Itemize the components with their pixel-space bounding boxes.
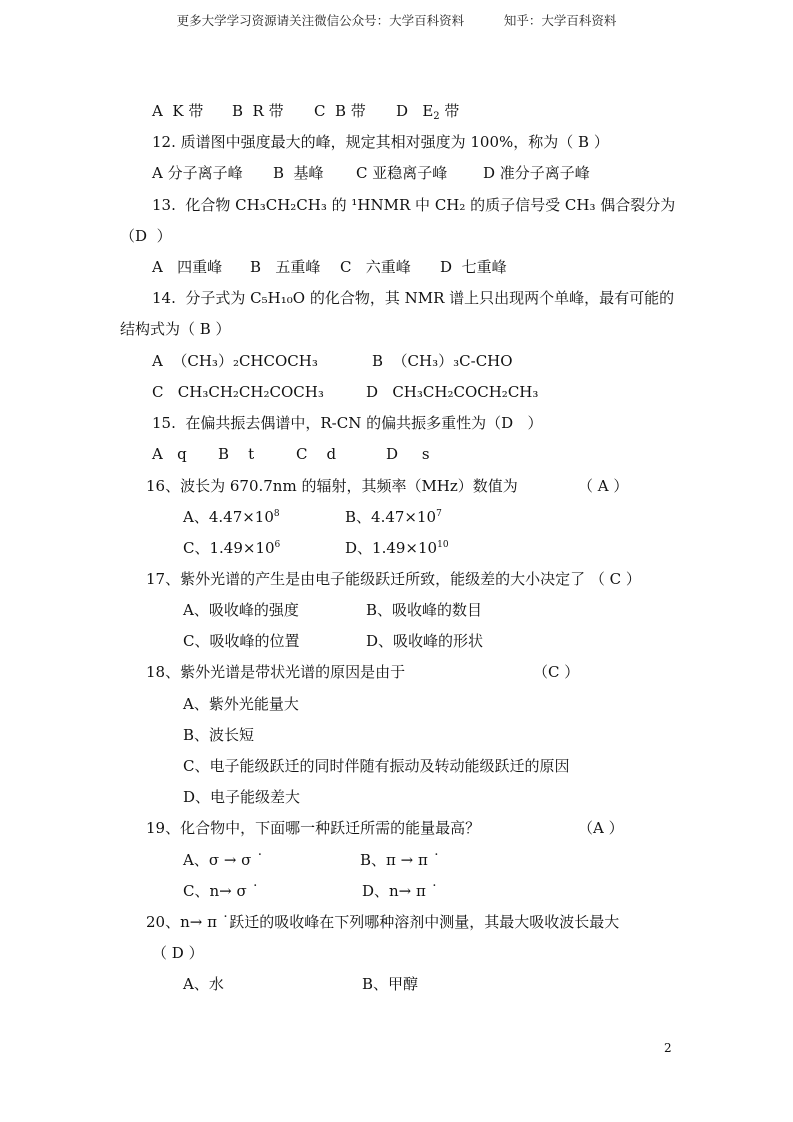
q12-option-c: C 亚稳离子峰 — [356, 164, 448, 182]
q14-option-a: A （CH₃）₂CHCOCH₃ — [152, 352, 318, 370]
q15-option-c: C d — [296, 445, 337, 463]
q12-option-a: A 分子离子峰 — [152, 164, 243, 182]
q17-option-a: A、吸收峰的强度 — [183, 601, 299, 619]
q18-option-a: A、紫外光能量大 — [183, 695, 299, 713]
page-header — [0, 11, 793, 29]
q19-option-c: C、n→ σ ˙ — [183, 882, 259, 900]
q16-option-d: D、$1.49\times 10^{10}$ — [345, 539, 449, 557]
q19-option-b: B、π → π ˙ — [360, 851, 441, 869]
q17-option-c: C、吸收峰的位置 — [183, 632, 300, 650]
q17-option-b: B、吸收峰的数目 — [366, 601, 483, 619]
q18-option-d: D、电子能级差大 — [183, 788, 301, 806]
q11-option-b: B R 带 — [232, 102, 284, 120]
q18-option-b: B、波长短 — [183, 726, 255, 744]
header-left: 更多大学学习资源请关注微信公众号：大学百科资料 — [176, 13, 465, 28]
q14-stem-continued: 结构式为（ B ） — [120, 320, 231, 338]
q14-option-b: B （CH₃）₃C-CHO — [372, 352, 513, 370]
q13-answer: （D ） — [120, 227, 172, 245]
q19-stem: 19、化合物中，下面哪一种跃迁所需的能量最高？ — [146, 819, 481, 837]
q15-stem: 15. 在偏共振去偶谱中，R-CN 的偏共振多重性为（D ） — [152, 414, 543, 432]
q15-option-b: B t — [218, 445, 255, 463]
q15-option-a: A q — [152, 445, 187, 463]
q14-stem: 14. 分子式为 C₅H₁₀O 的化合物，其 NMR 谱上只出现两个单峰，最有可能的 — [152, 289, 675, 307]
page-number: 2 — [664, 1041, 672, 1055]
q11-option-c: C B 带 — [314, 102, 366, 120]
q20-option-b: B、甲醇 — [362, 975, 419, 993]
header-right: 知乎：大学百科资料 — [503, 13, 617, 28]
q16-stem: 16、波长为 670.7nm 的辐射，其频率（MHz）数值为 — [146, 477, 518, 495]
q13-stem: 13. 化合物 CH₃CH₂CH₃ 的 ¹HNMR 中 CH₂ 的质子信号受 CH₃ 偶合裂分为 — [152, 196, 676, 214]
q16-option-b: B、$4.47\times 10^7$ — [345, 508, 442, 526]
q17-option-d: D、吸收峰的形状 — [366, 632, 484, 650]
q17-stem: 17、紫外光谱的产生是由电子能级跃迁所致，能级差的大小决定了 （ C ） — [146, 570, 641, 588]
q20-option-a: A、水 — [183, 975, 224, 993]
q18-option-c: C、电子能级跃迁的同时伴随有振动及转动能级跃迁的原因 — [183, 757, 570, 775]
q20-answer: （ D ） — [152, 944, 204, 962]
q12-stem: 12. 质谱图中强度最大的峰，规定其相对强度为 100%，称为（ B ） — [152, 133, 609, 151]
q20-stem: 20、n→ π ˙跃迁的吸收峰在下列哪种溶剂中测量，其最大吸收波长最大 — [146, 913, 620, 931]
q11-option-a: A K 带 — [152, 102, 204, 120]
q11-option-d: D $E_2$ 带 — [396, 102, 460, 122]
q19-answer: （A ） — [578, 819, 624, 837]
q13-option-c: C 六重峰 — [340, 258, 411, 276]
q13-option-d: D 七重峰 — [440, 258, 507, 276]
q19-option-a: A、σ → σ ˙ — [183, 851, 264, 869]
q16-answer: （ A ） — [578, 477, 629, 495]
q13-option-a: A 四重峰 — [152, 258, 223, 276]
q13-option-b: B 五重峰 — [250, 258, 321, 276]
q14-option-c: C CH₃CH₂CH₂COCH₃ — [152, 383, 324, 401]
q12-option-b: B 基峰 — [273, 164, 324, 182]
q16-option-c: C、$1.49\times 10^6$ — [183, 539, 281, 557]
q15-option-d: D s — [386, 445, 430, 463]
q18-answer: （C ） — [533, 663, 580, 681]
q18-stem: 18、紫外光谱是带状光谱的原因是由于 — [146, 663, 406, 681]
q12-option-d: D 准分子离子峰 — [483, 164, 590, 182]
q16-option-a: A、$4.47\times 10^8$ — [183, 508, 280, 526]
q14-option-d: D CH₃CH₂COCH₂CH₃ — [366, 383, 539, 401]
q19-option-d: D、n→ π ˙ — [362, 882, 439, 900]
